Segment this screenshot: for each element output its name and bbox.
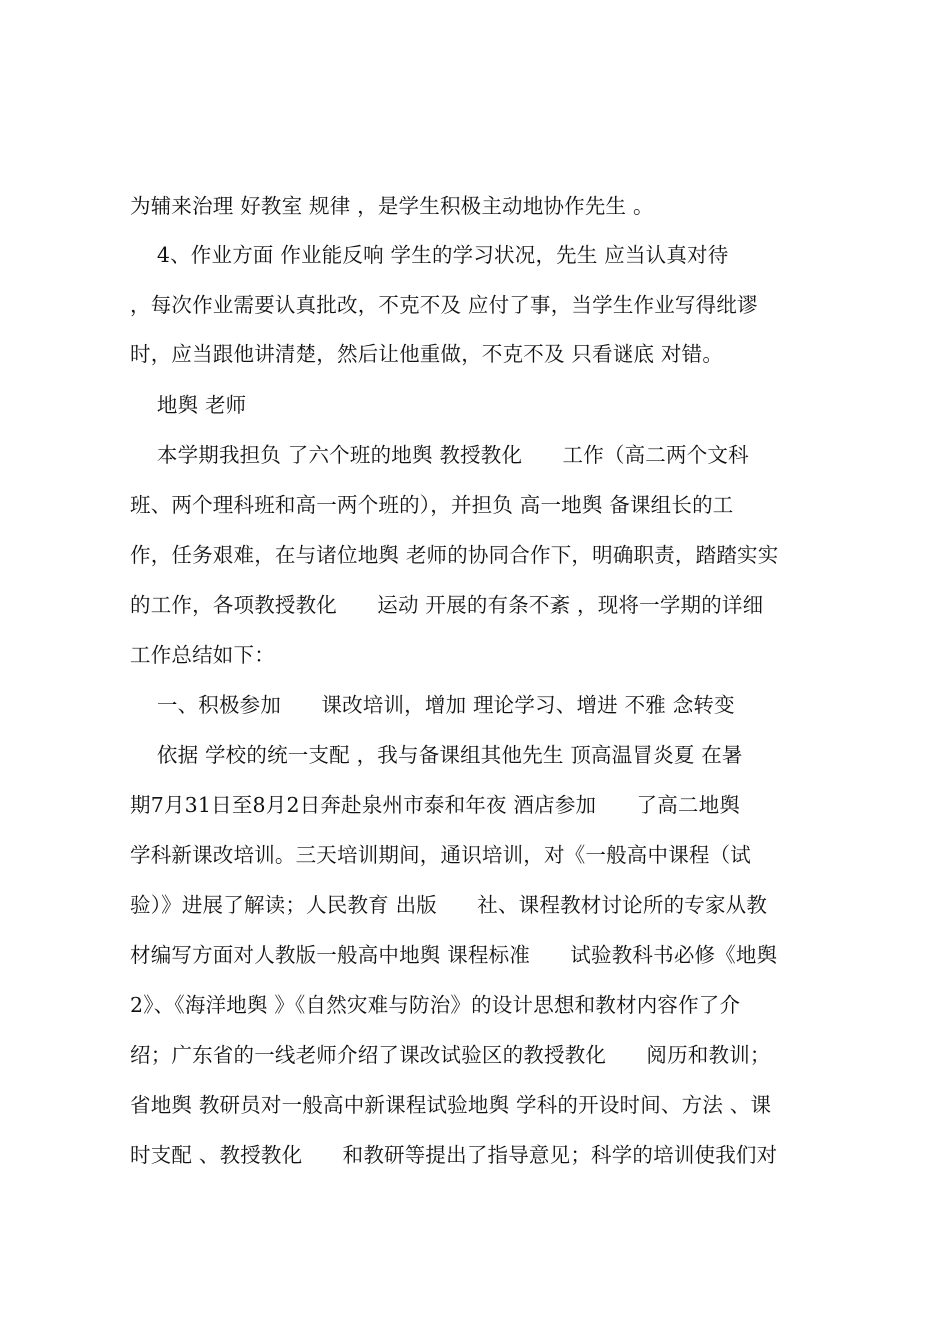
text-line: 本学期我担负 了六个班的地舆 教授教化 工作（高二两个文科 [130, 443, 749, 467]
text-line: 依据 学校的统一支配 ，我与备课组其他先生 顶高温冒炎夏 在暑 [130, 743, 743, 767]
text-line: 时支配 、教授教化 和教研等提出了指导意见；科学的培训使我们对 [130, 1143, 778, 1167]
text-line: 验）》进展了解读；人民教育 出版 社、课程教材讨论所的专家从教 [130, 893, 768, 917]
text-line: 工作总结如下： [130, 643, 275, 667]
text-line: 作，任务艰难，在与诸位地舆 老师的协同合作下，明确职责，踏踏实实 [130, 543, 779, 567]
text-line: 学科新课改培训。三天培训期间，通识培训，对《一般高中课程（试 [130, 843, 751, 867]
text-line: 为辅来治理 好教室 规律 ，是学生积极主动地协作先生 。 [130, 194, 654, 218]
text-line: 2》、《海洋地舆 》《自然灾难与防治》的设计思想和教材内容作了介 [130, 993, 741, 1017]
text-line: 的工作，各项教授教化 运动 开展的有条不紊 ，现将一学期的详细 [130, 593, 764, 617]
text-line: 4、作业方面 作业能反响 学生的学习状况，先生 应当认真对待 [130, 243, 729, 267]
text-line: 期7月31日至8月2日奔赴泉州市泰和年夜 酒店参加 了高二地舆 [130, 793, 741, 817]
section-heading: 地舆 老师 [130, 393, 247, 417]
text-line: 时，应当跟他讲清楚，然后让他重做，不克不及 只看谜底 对错。 [130, 342, 724, 366]
text-line: 省地舆 教研员对一般高中新课程试验地舆 学科的开设时间、方法 、课 [130, 1093, 772, 1117]
text-line: 绍；广东省的一线老师介绍了课改试验区的教授教化 阅历和教训； [130, 1043, 771, 1067]
text-line: 班、两个理科班和高一两个班的），并担负 高一地舆 备课组长的工 [130, 493, 734, 517]
text-line: ，每次作业需要认真批改，不克不及 应付了事，当学生作业写得纰谬 [130, 293, 758, 317]
text-line: 材编写方面对人教版一般高中地舆 课程标准 试验教科书必修《地舆 [130, 943, 778, 967]
subsection-heading: 一、积极参加 课改培训，增加 理论学习、增进 不雅 念转变 [130, 693, 735, 717]
